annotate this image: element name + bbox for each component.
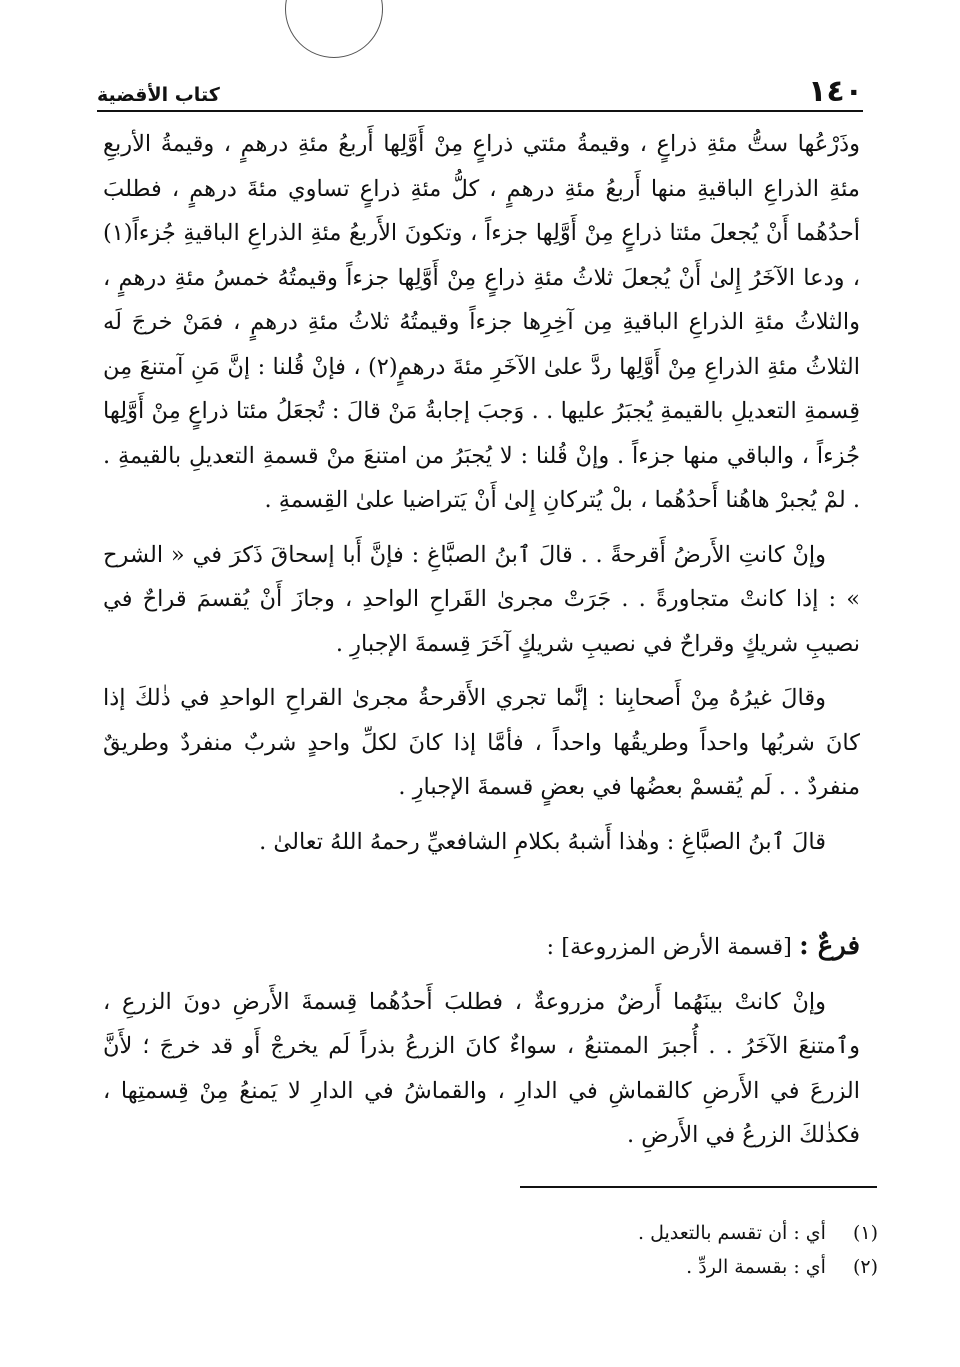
branch-paragraph: وإنْ كانتْ بينَهُما أَرضٌ مزروعةٌ ، فطلبَ أَحدُهُما قِسمةَ الأَرضِ دونَ الزرعِ ، وٱمتنعَ الآخَرُ . . أُجبرَ الممتنعُ ، سواءٌ كانَ الزرعُ بذراً لَم يخرجْ أَو قد خرجَ ؛ لأَنَّ الزرعَ في الأَرضِ كالقماشِ في الدارِ ، والقماشُ في الدارِ لا يَمنعُ مِنْ قِسمتِها ، فكذٰلكَ الزرعُ في الأَرضِ . (103, 988, 860, 1148)
paragraph-2: وإنْ كانتِ الأَرضُ أَقرحةً . . قالَ ٱبنُ الصبَّاغِ : فإنَّ أَبا إسحاقَ ذَكرَ في « الشرح » : إذا كانتْ متجاورةً . . جَرَتْ مجرىٰ القَراحِ الواحدِ ، وجازَ أَنْ يُقسمَ قراحٌ في نصيبِ شريكٍ وقراحٌ في نصيبِ شريكٍ آخَرَ قِسمةَ الإجبارِ . (103, 541, 860, 657)
branch-title: [قسمة الأرض المزروعة] : (546, 934, 792, 960)
page-number: ١٤٠ (808, 74, 863, 109)
footnote-2 (378, 1250, 878, 1284)
footnote-divider (520, 1186, 877, 1188)
footnote-text: أي : أن تقسم بالتعديل . (638, 1222, 826, 1244)
footnote-number: (٢) (852, 1256, 878, 1278)
page-header (97, 74, 863, 112)
branch-heading (103, 924, 860, 970)
paragraph-4: قالَ ٱبنُ الصبَّاغِ : وهٰذا أَشبهُ بكلامِ الشافعيِّ رحمهُ اللهُ تعالىٰ . (259, 828, 826, 855)
scan-circle-mark (285, 0, 383, 58)
paragraph-1: وذَرْعُها ستُّ مئةِ ذراعٍ ، وقيمةُ مئتي ذراعٍ مِنْ أَوَّلِها أَربعُ مئةِ درهمٍ ، وقيمةُ الأربعِ مئةِ الذراعِ الباقيةِ منها أَربعُ مئةِ درهمٍ ، كلُّ مئةِ ذراعٍ تساوي مئةَ درهمٍ ، فطلبَ أحدُهُما أَنْ يُجعلَ مئتا ذراعٍ مِنْ أَوَّلِها جزءاً ، وتكونَ الأَربعُ مئةِ الذراعِ الباقيةِ جُزءاً(١) ، ودعا الآخَرُ إِلىٰ أَنْ يُجعلَ ثلاثُ مئةِ ذراعٍ مِنْ أَوَّلِها جزءاً وقيمتُهُ خمسُ مئةِ درهمٍ ، والثلاثُ مئةِ الذراعِ الباقيةِ مِن آخِرِها جزءاً وقيمتُهُ ثلاثُ مئةِ درهمٍ ، فمَنْ خرجَ لَه الثلاثُ مئةِ الذراعِ مِنْ أَوَّلِها ردَّ علىٰ الآخَرِ مئةَ درهمٍ(٢) ، فإنْ قُلنا : إنَّ مَنِ آمتنعَ مِن قِسمةِ التعديلِ بالقيمةِ يُجبَرُ عليها . . وَجبَ إجابةُ مَنْ قالَ : تُجعَلُ مئتا ذراعٍ مِنْ أَوَّلِها جُزءاً ، والباقي منها جزءاً . وإنْ قُلنا : لا يُجبَرُ من امتنعَ منْ قسمةِ التعديلِ بالقيمةِ . . لمْ يُجبرْ هاهُنا أَحدُهُما ، بلْ يُتركانِ إِلىٰ أَنْ يَتراضيا علىٰ القِسمةِ . (103, 131, 860, 513)
branch-label: فرعٌ : (799, 931, 860, 961)
main-text (103, 122, 860, 1158)
footnote-1 (378, 1216, 878, 1250)
book-title: كتاب الأقضية (97, 84, 220, 106)
paragraph-3: وقالَ غيرُهُ مِنْ أَصحابِنا : إنَّما تجري الأَقرحةُ مجرىٰ القراحِ الواحدِ في ذٰلكَ إذا كانَ شربُها واحداً وطريقُها واحداً ، فأمَّا إذا كانَ لكلِّ واحدٍ شربٌ منفردٌ وطريقٌ منفردٌ . . لَم يُقسمْ بعضُها في بعضٍ قسمةَ الإجبارِ . (103, 685, 860, 800)
footnote-text: أي : بقسمة الردِّ . (686, 1256, 826, 1278)
footnotes (378, 1216, 878, 1284)
footnote-number: (١) (852, 1222, 878, 1244)
